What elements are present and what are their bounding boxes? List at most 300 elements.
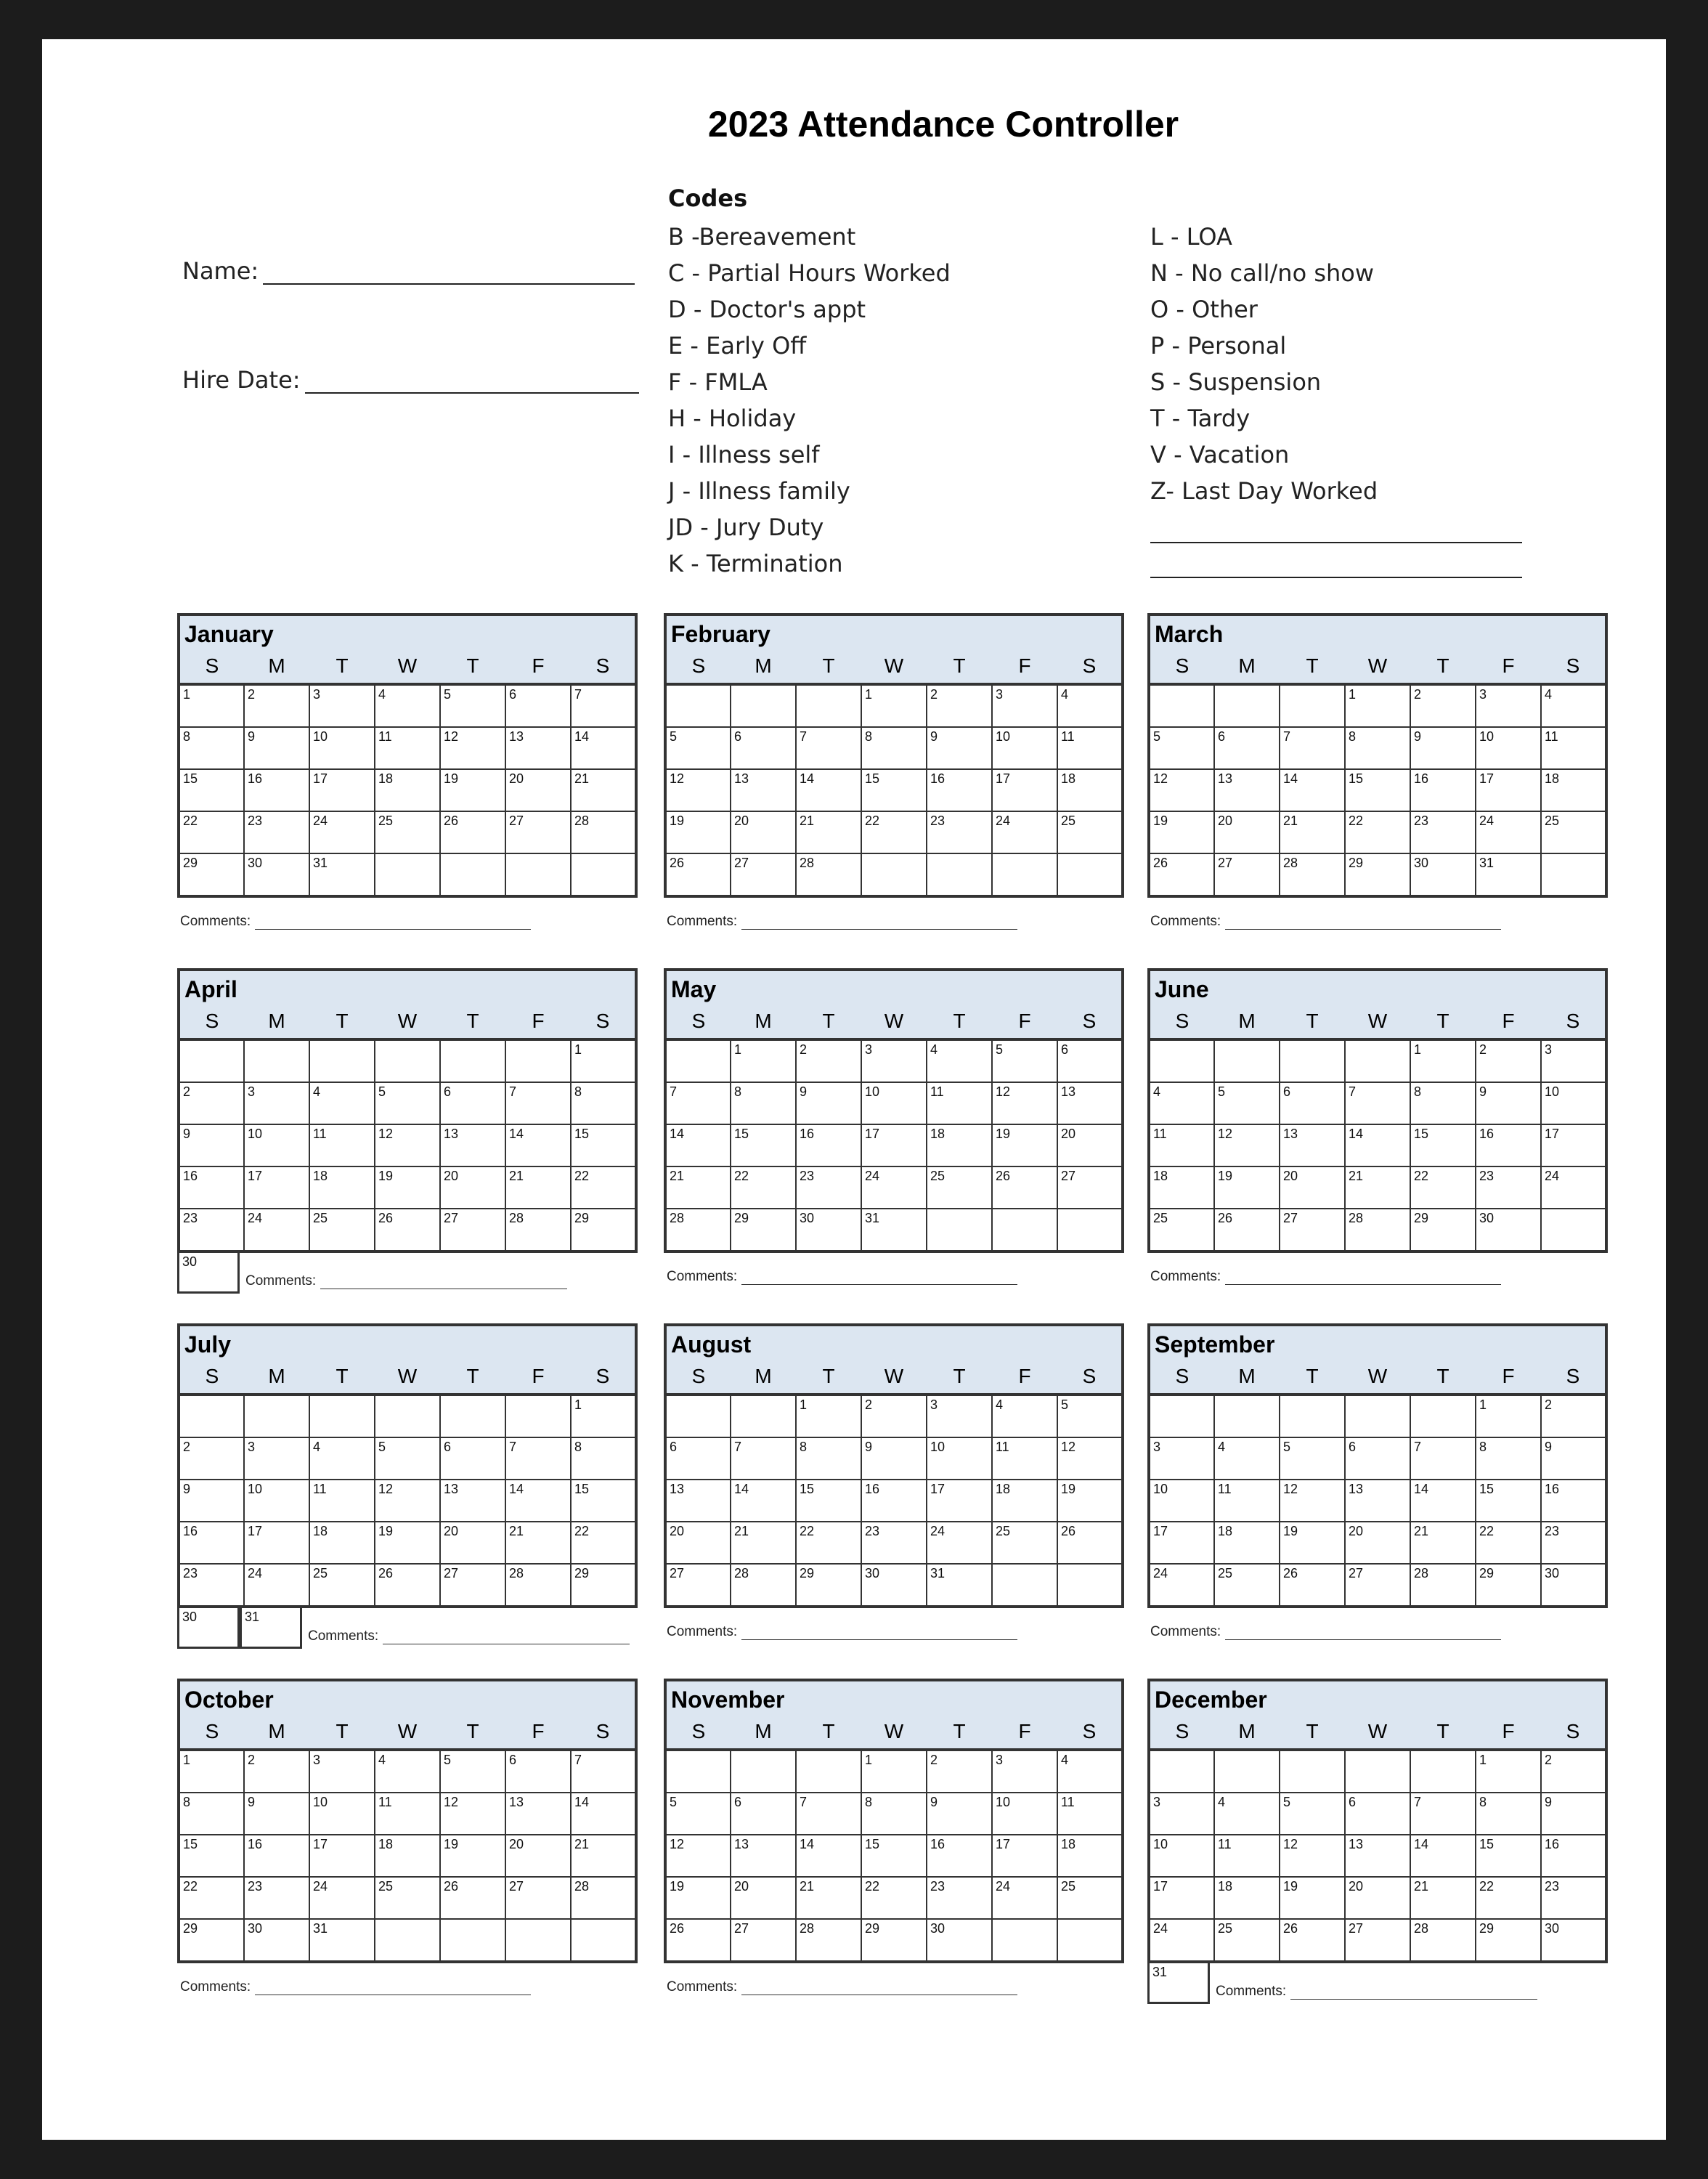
day-cell[interactable]: 22 <box>1476 1877 1541 1919</box>
day-cell[interactable]: 25 <box>309 1564 375 1607</box>
day-cell[interactable]: 13 <box>505 1793 571 1835</box>
day-cell[interactable]: 27 <box>1345 1919 1410 1962</box>
empty-day-cell[interactable] <box>1057 1209 1123 1251</box>
day-cell[interactable]: 11 <box>375 727 440 769</box>
day-cell[interactable]: 15 <box>1345 769 1410 811</box>
day-cell[interactable]: 26 <box>665 853 731 896</box>
day-cell[interactable]: 14 <box>1410 1480 1476 1522</box>
empty-day-cell[interactable] <box>179 1039 244 1082</box>
day-cell[interactable]: 24 <box>309 811 375 853</box>
day-cell[interactable]: 6 <box>1057 1039 1123 1082</box>
day-cell[interactable]: 15 <box>1476 1480 1541 1522</box>
day-cell[interactable]: 13 <box>505 727 571 769</box>
day-cell[interactable]: 2 <box>244 1750 309 1793</box>
comments-input-line[interactable] <box>320 1275 567 1289</box>
day-cell[interactable]: 19 <box>375 1522 440 1564</box>
day-cell[interactable]: 11 <box>927 1082 992 1124</box>
day-cell[interactable]: 23 <box>1476 1166 1541 1209</box>
comments-input-line[interactable] <box>255 1981 531 1995</box>
day-cell[interactable]: 13 <box>1214 769 1280 811</box>
day-cell[interactable]: 2 <box>861 1395 927 1437</box>
day-cell[interactable]: 20 <box>505 769 571 811</box>
day-cell[interactable]: 30 <box>1541 1919 1606 1962</box>
day-cell[interactable]: 2 <box>1410 684 1476 727</box>
day-cell[interactable]: 22 <box>731 1166 796 1209</box>
day-cell[interactable]: 19 <box>1280 1522 1345 1564</box>
day-cell[interactable]: 16 <box>179 1166 244 1209</box>
day-cell[interactable]: 26 <box>1214 1209 1280 1251</box>
day-cell[interactable]: 18 <box>1541 769 1606 811</box>
empty-day-cell[interactable] <box>992 1209 1057 1251</box>
day-cell[interactable]: 20 <box>440 1166 505 1209</box>
empty-day-cell[interactable] <box>1214 684 1280 727</box>
day-cell[interactable]: 20 <box>1057 1124 1123 1166</box>
day-cell[interactable]: 19 <box>440 1835 505 1877</box>
day-cell[interactable]: 11 <box>375 1793 440 1835</box>
day-cell[interactable]: 6 <box>440 1437 505 1480</box>
empty-day-cell[interactable] <box>375 853 440 896</box>
day-cell[interactable]: 4 <box>309 1082 375 1124</box>
empty-day-cell[interactable] <box>1410 1750 1476 1793</box>
day-cell[interactable]: 10 <box>992 1793 1057 1835</box>
day-cell[interactable]: 19 <box>1057 1480 1123 1522</box>
empty-day-cell[interactable] <box>440 853 505 896</box>
day-cell[interactable]: 10 <box>1541 1082 1606 1124</box>
day-cell[interactable]: 21 <box>505 1166 571 1209</box>
day-cell[interactable]: 23 <box>927 1877 992 1919</box>
name-input-line[interactable] <box>263 261 635 285</box>
day-cell[interactable]: 11 <box>992 1437 1057 1480</box>
empty-day-cell[interactable] <box>505 1919 571 1962</box>
day-cell[interactable]: 16 <box>927 769 992 811</box>
day-cell[interactable]: 15 <box>179 1835 244 1877</box>
day-cell[interactable]: 23 <box>927 811 992 853</box>
day-cell[interactable]: 13 <box>1057 1082 1123 1124</box>
day-cell[interactable]: 16 <box>179 1522 244 1564</box>
day-cell[interactable]: 27 <box>731 1919 796 1962</box>
day-cell[interactable]: 18 <box>309 1166 375 1209</box>
day-cell[interactable]: 23 <box>179 1209 244 1251</box>
day-cell[interactable]: 16 <box>796 1124 861 1166</box>
day-cell[interactable]: 10 <box>927 1437 992 1480</box>
day-cell[interactable]: 16 <box>927 1835 992 1877</box>
day-cell[interactable]: 21 <box>665 1166 731 1209</box>
day-cell[interactable]: 14 <box>1280 769 1345 811</box>
day-cell[interactable]: 15 <box>796 1480 861 1522</box>
day-cell[interactable]: 27 <box>1345 1564 1410 1607</box>
day-cell[interactable]: 5 <box>1149 727 1214 769</box>
day-cell[interactable]: 31 <box>927 1564 992 1607</box>
day-cell[interactable]: 1 <box>179 684 244 727</box>
day-cell[interactable]: 30 <box>1476 1209 1541 1251</box>
empty-day-cell[interactable] <box>440 1919 505 1962</box>
day-cell[interactable]: 11 <box>1214 1835 1280 1877</box>
comments-input-line[interactable] <box>1225 1271 1501 1285</box>
day-cell[interactable]: 11 <box>1541 727 1606 769</box>
day-cell[interactable]: 16 <box>861 1480 927 1522</box>
day-cell[interactable]: 17 <box>992 769 1057 811</box>
day-cell[interactable]: 1 <box>179 1750 244 1793</box>
day-cell[interactable]: 22 <box>861 811 927 853</box>
day-cell[interactable]: 7 <box>731 1437 796 1480</box>
day-cell[interactable]: 4 <box>1214 1793 1280 1835</box>
empty-day-cell[interactable] <box>1410 1395 1476 1437</box>
day-cell[interactable]: 3 <box>861 1039 927 1082</box>
day-cell[interactable]: 26 <box>1149 853 1214 896</box>
empty-day-cell[interactable] <box>440 1395 505 1437</box>
day-cell[interactable]: 16 <box>1541 1835 1606 1877</box>
day-cell[interactable]: 8 <box>796 1437 861 1480</box>
month-comments[interactable] <box>180 1979 638 1995</box>
day-cell[interactable]: 18 <box>375 1835 440 1877</box>
empty-day-cell[interactable] <box>665 684 731 727</box>
day-cell[interactable]: 2 <box>1541 1395 1606 1437</box>
day-cell[interactable]: 10 <box>1149 1835 1214 1877</box>
day-cell[interactable]: 11 <box>309 1124 375 1166</box>
day-cell[interactable]: 14 <box>571 1793 636 1835</box>
day-cell[interactable]: 20 <box>1345 1522 1410 1564</box>
day-cell[interactable]: 26 <box>440 811 505 853</box>
empty-day-cell[interactable] <box>1345 1395 1410 1437</box>
day-cell[interactable]: 21 <box>731 1522 796 1564</box>
day-cell[interactable]: 4 <box>992 1395 1057 1437</box>
day-cell[interactable]: 19 <box>992 1124 1057 1166</box>
empty-day-cell[interactable] <box>440 1039 505 1082</box>
empty-day-cell[interactable] <box>1280 684 1345 727</box>
day-cell[interactable]: 1 <box>1410 1039 1476 1082</box>
day-cell[interactable]: 8 <box>1476 1437 1541 1480</box>
day-cell[interactable]: 13 <box>1280 1124 1345 1166</box>
day-cell[interactable]: 14 <box>571 727 636 769</box>
empty-day-cell[interactable] <box>731 1395 796 1437</box>
day-cell[interactable]: 24 <box>244 1564 309 1607</box>
day-cell[interactable]: 10 <box>244 1124 309 1166</box>
day-cell[interactable]: 20 <box>665 1522 731 1564</box>
empty-day-cell[interactable] <box>796 1750 861 1793</box>
day-cell[interactable]: 17 <box>1149 1877 1214 1919</box>
day-cell[interactable]: 20 <box>731 811 796 853</box>
day-cell[interactable]: 18 <box>1214 1522 1280 1564</box>
day-cell[interactable]: 22 <box>571 1166 636 1209</box>
day-cell[interactable]: 2 <box>244 684 309 727</box>
day-cell[interactable]: 21 <box>796 1877 861 1919</box>
day-cell[interactable]: 31 <box>309 1919 375 1962</box>
day-cell[interactable]: 21 <box>1410 1877 1476 1919</box>
day-cell[interactable]: 27 <box>731 853 796 896</box>
day-cell[interactable]: 22 <box>1410 1166 1476 1209</box>
day-cell[interactable]: 9 <box>244 1793 309 1835</box>
comments-input-line[interactable] <box>741 1271 1017 1285</box>
day-cell[interactable]: 27 <box>665 1564 731 1607</box>
empty-day-cell[interactable] <box>1280 1395 1345 1437</box>
day-cell[interactable]: 25 <box>1149 1209 1214 1251</box>
day-cell[interactable]: 18 <box>927 1124 992 1166</box>
day-cell[interactable]: 25 <box>1214 1564 1280 1607</box>
month-comments[interactable] <box>667 914 1124 930</box>
day-cell[interactable]: 1 <box>1345 684 1410 727</box>
day-cell[interactable]: 30 <box>861 1564 927 1607</box>
day-cell[interactable]: 12 <box>1149 769 1214 811</box>
day-cell[interactable]: 9 <box>927 727 992 769</box>
day-cell[interactable]: 12 <box>665 1835 731 1877</box>
day-cell[interactable]: 1 <box>571 1039 636 1082</box>
day-cell[interactable]: 6 <box>505 684 571 727</box>
month-comments[interactable] <box>1216 1984 1537 2000</box>
day-cell[interactable]: 31 <box>309 853 375 896</box>
empty-day-cell[interactable] <box>375 1039 440 1082</box>
day-cell[interactable]: 21 <box>505 1522 571 1564</box>
day-cell[interactable]: 20 <box>1345 1877 1410 1919</box>
blank-code-line-2[interactable] <box>1150 577 1522 578</box>
day-cell[interactable]: 5 <box>992 1039 1057 1082</box>
day-cell[interactable]: 5 <box>440 684 505 727</box>
day-cell[interactable]: 3 <box>244 1082 309 1124</box>
comments-input-line[interactable] <box>1290 1986 1537 2000</box>
day-cell[interactable]: 26 <box>1280 1564 1345 1607</box>
day-cell[interactable]: 6 <box>1345 1437 1410 1480</box>
day-cell[interactable]: 22 <box>861 1877 927 1919</box>
day-cell[interactable]: 3 <box>244 1437 309 1480</box>
day-cell[interactable]: 19 <box>665 811 731 853</box>
day-cell[interactable]: 17 <box>927 1480 992 1522</box>
day-cell[interactable]: 8 <box>731 1082 796 1124</box>
day-cell[interactable]: 1 <box>796 1395 861 1437</box>
day-cell[interactable]: 1 <box>861 1750 927 1793</box>
day-cell[interactable]: 14 <box>505 1124 571 1166</box>
day-cell[interactable]: 18 <box>1149 1166 1214 1209</box>
day-cell[interactable]: 8 <box>1410 1082 1476 1124</box>
day-cell[interactable]: 17 <box>992 1835 1057 1877</box>
day-cell[interactable]: 30 <box>244 1919 309 1962</box>
day-cell[interactable]: 4 <box>1541 684 1606 727</box>
day-cell[interactable]: 29 <box>1476 1564 1541 1607</box>
day-cell[interactable]: 15 <box>731 1124 796 1166</box>
empty-day-cell[interactable] <box>1149 1039 1214 1082</box>
day-cell[interactable]: 17 <box>1541 1124 1606 1166</box>
day-cell[interactable]: 19 <box>375 1166 440 1209</box>
empty-day-cell[interactable] <box>375 1395 440 1437</box>
day-cell[interactable]: 5 <box>665 727 731 769</box>
day-cell[interactable]: 10 <box>1476 727 1541 769</box>
day-cell[interactable]: 21 <box>1280 811 1345 853</box>
day-cell[interactable]: 21 <box>571 769 636 811</box>
day-cell[interactable]: 21 <box>571 1835 636 1877</box>
day-cell[interactable]: 20 <box>1280 1166 1345 1209</box>
empty-day-cell[interactable] <box>796 684 861 727</box>
day-cell[interactable]: 3 <box>1541 1039 1606 1082</box>
day-cell[interactable]: 21 <box>1410 1522 1476 1564</box>
day-cell[interactable]: 16 <box>1476 1124 1541 1166</box>
day-cell[interactable]: 23 <box>179 1564 244 1607</box>
day-cell[interactable]: 31 <box>861 1209 927 1251</box>
day-cell[interactable]: 24 <box>1541 1166 1606 1209</box>
day-cell[interactable]: 13 <box>731 769 796 811</box>
day-cell[interactable]: 9 <box>1476 1082 1541 1124</box>
day-cell[interactable]: 9 <box>1410 727 1476 769</box>
day-cell[interactable]: 9 <box>1541 1437 1606 1480</box>
day-cell[interactable]: 12 <box>375 1480 440 1522</box>
day-cell[interactable]: 13 <box>440 1124 505 1166</box>
month-comments[interactable] <box>667 1269 1124 1285</box>
day-cell[interactable]: 7 <box>796 727 861 769</box>
month-comments[interactable] <box>180 914 638 930</box>
day-cell[interactable]: 8 <box>1476 1793 1541 1835</box>
day-cell[interactable]: 24 <box>1149 1564 1214 1607</box>
day-cell[interactable]: 23 <box>244 811 309 853</box>
day-cell[interactable]: 2 <box>927 1750 992 1793</box>
day-cell[interactable]: 10 <box>992 727 1057 769</box>
day-cell[interactable]: 19 <box>665 1877 731 1919</box>
day-cell[interactable]: 3 <box>309 1750 375 1793</box>
day-cell[interactable]: 4 <box>375 1750 440 1793</box>
day-cell[interactable]: 15 <box>1410 1124 1476 1166</box>
day-cell[interactable]: 11 <box>309 1480 375 1522</box>
empty-day-cell[interactable] <box>665 1395 731 1437</box>
empty-day-cell[interactable] <box>1280 1039 1345 1082</box>
day-cell[interactable]: 2 <box>1541 1750 1606 1793</box>
day-cell[interactable]: 24 <box>1476 811 1541 853</box>
day-cell[interactable]: 11 <box>1214 1480 1280 1522</box>
day-cell[interactable]: 22 <box>1476 1522 1541 1564</box>
empty-day-cell[interactable] <box>927 853 992 896</box>
day-cell[interactable]: 7 <box>1410 1437 1476 1480</box>
day-cell[interactable]: 25 <box>375 1877 440 1919</box>
comments-input-line[interactable] <box>255 916 531 930</box>
empty-day-cell[interactable] <box>992 1564 1057 1607</box>
empty-day-cell[interactable] <box>505 853 571 896</box>
day-cell[interactable]: 5 <box>1057 1395 1123 1437</box>
comments-input-line[interactable] <box>741 1626 1017 1640</box>
day-cell[interactable]: 6 <box>1280 1082 1345 1124</box>
day-cell[interactable]: 19 <box>1149 811 1214 853</box>
day-cell[interactable]: 23 <box>861 1522 927 1564</box>
day-cell[interactable]: 23 <box>1410 811 1476 853</box>
day-cell[interactable]: 28 <box>1410 1919 1476 1962</box>
day-cell[interactable]: 28 <box>796 1919 861 1962</box>
day-cell[interactable]: 29 <box>731 1209 796 1251</box>
day-cell[interactable]: 1 <box>1476 1395 1541 1437</box>
day-cell[interactable]: 30 <box>177 1608 240 1649</box>
day-cell[interactable]: 4 <box>1057 684 1123 727</box>
day-cell[interactable]: 12 <box>992 1082 1057 1124</box>
day-cell[interactable]: 16 <box>1541 1480 1606 1522</box>
day-cell[interactable]: 7 <box>1345 1082 1410 1124</box>
day-cell[interactable]: 24 <box>992 1877 1057 1919</box>
day-cell[interactable]: 16 <box>244 1835 309 1877</box>
day-cell[interactable]: 14 <box>1345 1124 1410 1166</box>
day-cell[interactable]: 7 <box>796 1793 861 1835</box>
day-cell[interactable]: 4 <box>1214 1437 1280 1480</box>
day-cell[interactable]: 9 <box>796 1082 861 1124</box>
day-cell[interactable]: 29 <box>1345 853 1410 896</box>
day-cell[interactable]: 8 <box>179 727 244 769</box>
day-cell[interactable]: 7 <box>505 1437 571 1480</box>
comments-input-line[interactable] <box>1225 916 1501 930</box>
day-cell[interactable]: 8 <box>861 1793 927 1835</box>
day-cell[interactable]: 29 <box>1476 1919 1541 1962</box>
day-cell[interactable]: 26 <box>375 1564 440 1607</box>
day-cell[interactable]: 15 <box>861 769 927 811</box>
day-cell[interactable]: 15 <box>571 1124 636 1166</box>
day-cell[interactable]: 17 <box>1476 769 1541 811</box>
month-comments[interactable] <box>308 1628 630 1644</box>
day-cell[interactable]: 12 <box>1280 1480 1345 1522</box>
day-cell[interactable]: 9 <box>1541 1793 1606 1835</box>
day-cell[interactable]: 10 <box>309 727 375 769</box>
day-cell[interactable]: 25 <box>375 811 440 853</box>
day-cell[interactable]: 25 <box>992 1522 1057 1564</box>
day-cell[interactable]: 25 <box>309 1209 375 1251</box>
day-cell[interactable]: 4 <box>927 1039 992 1082</box>
day-cell[interactable]: 3 <box>1149 1437 1214 1480</box>
day-cell[interactable]: 6 <box>731 1793 796 1835</box>
day-cell[interactable]: 24 <box>309 1877 375 1919</box>
day-cell[interactable]: 29 <box>796 1564 861 1607</box>
day-cell[interactable]: 24 <box>244 1209 309 1251</box>
day-cell[interactable]: 27 <box>440 1209 505 1251</box>
day-cell[interactable]: 5 <box>375 1082 440 1124</box>
day-cell[interactable]: 30 <box>796 1209 861 1251</box>
day-cell[interactable]: 12 <box>665 769 731 811</box>
day-cell[interactable]: 29 <box>1410 1209 1476 1251</box>
day-cell[interactable]: 18 <box>375 769 440 811</box>
empty-day-cell[interactable] <box>309 1395 375 1437</box>
day-cell[interactable]: 3 <box>1149 1793 1214 1835</box>
day-cell[interactable]: 6 <box>1345 1793 1410 1835</box>
day-cell[interactable]: 9 <box>179 1480 244 1522</box>
month-comments[interactable] <box>1150 1269 1608 1285</box>
day-cell[interactable]: 30 <box>927 1919 992 1962</box>
day-cell[interactable]: 16 <box>244 769 309 811</box>
day-cell[interactable]: 11 <box>1057 727 1123 769</box>
day-cell[interactable]: 4 <box>1057 1750 1123 1793</box>
day-cell[interactable]: 29 <box>571 1564 636 1607</box>
day-cell[interactable]: 23 <box>1541 1522 1606 1564</box>
day-cell[interactable]: 3 <box>927 1395 992 1437</box>
day-cell[interactable]: 23 <box>1541 1877 1606 1919</box>
hire-date-input-line[interactable] <box>305 370 639 394</box>
day-cell[interactable]: 28 <box>1280 853 1345 896</box>
empty-day-cell[interactable] <box>1149 1395 1214 1437</box>
day-cell[interactable]: 26 <box>665 1919 731 1962</box>
day-cell[interactable]: 21 <box>1345 1166 1410 1209</box>
day-cell[interactable]: 28 <box>665 1209 731 1251</box>
day-cell[interactable]: 25 <box>927 1166 992 1209</box>
day-cell[interactable]: 3 <box>992 1750 1057 1793</box>
day-cell[interactable]: 26 <box>1280 1919 1345 1962</box>
empty-day-cell[interactable] <box>1541 1209 1606 1251</box>
day-cell[interactable]: 10 <box>309 1793 375 1835</box>
day-cell[interactable]: 13 <box>1345 1480 1410 1522</box>
day-cell[interactable]: 2 <box>179 1437 244 1480</box>
day-cell[interactable]: 7 <box>571 1750 636 1793</box>
empty-day-cell[interactable] <box>731 1750 796 1793</box>
day-cell[interactable]: 29 <box>179 1919 244 1962</box>
empty-day-cell[interactable] <box>1057 853 1123 896</box>
empty-day-cell[interactable] <box>179 1395 244 1437</box>
day-cell[interactable]: 13 <box>665 1480 731 1522</box>
day-cell[interactable]: 17 <box>309 1835 375 1877</box>
day-cell[interactable]: 28 <box>1410 1564 1476 1607</box>
empty-day-cell[interactable] <box>992 853 1057 896</box>
comments-input-line[interactable] <box>741 1981 1017 1995</box>
empty-day-cell[interactable] <box>244 1395 309 1437</box>
day-cell[interactable]: 30 <box>1541 1564 1606 1607</box>
day-cell[interactable]: 8 <box>179 1793 244 1835</box>
day-cell[interactable]: 27 <box>505 1877 571 1919</box>
day-cell[interactable]: 5 <box>665 1793 731 1835</box>
empty-day-cell[interactable] <box>1345 1039 1410 1082</box>
